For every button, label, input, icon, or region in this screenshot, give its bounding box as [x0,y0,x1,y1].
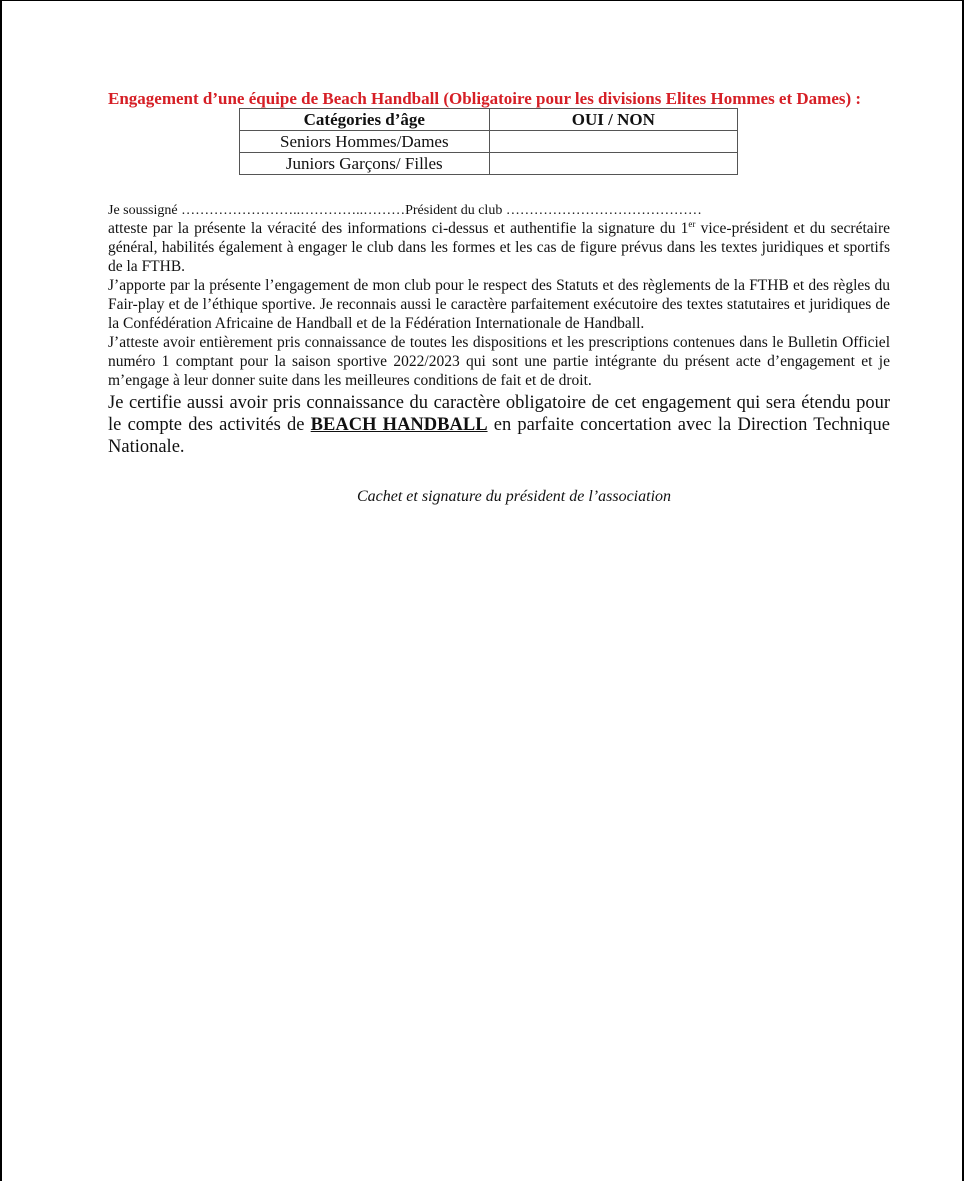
paragraph-commitment: J’apporte par la présente l’engagement de mon club pour le respect des Statuts et des règlements de la FTHB et des règles du Fair-play et de l’éthique sportive. Je reconnais aussi le caractère parfaitement exécutoire des textes statutaires et juridiques de la Confédération Africaine de Handball et de la Fédération Internationale de Handball. [108,277,890,332]
table-row [240,153,738,175]
row-value-juniors[interactable] [489,153,737,175]
beach-handball-emphasis: BEACH HANDBALL [310,415,488,435]
paragraph-bulletin: J’atteste avoir entièrement pris connaissance de toutes les dispositions et les prescriptions contenues dans le Bulletin Officiel numéro 1 comptant pour la saison sportive 2022/2023 qui sont une partie intégrante du présent acte d’engagement et je m’engage à leur donner suite dans les meilleures conditions de fait et de droit. [108,334,890,389]
paragraph-attestation [108,202,890,276]
table-header-row [240,109,738,131]
attestation-text-a: atteste par la présente la véracité des informations ci-dessus et authentifie la signature du 1 [108,220,689,237]
row-category-seniors: Seniors Hommes/Dames [240,131,490,153]
document-content [108,89,890,522]
header-age-category: Catégories d’âge [240,109,490,131]
attestation-text-b: vice-président et du secrétaire général, habilités également à engager le club dans les formes et les cas de figure prévus dans les textes juridiques et sportifs de la FTHB. [108,220,890,275]
row-category-juniors: Juniors Garçons/ Filles [240,153,490,175]
signature-caption: Cachet et signature du président de l’association [356,488,672,505]
row-value-seniors[interactable] [489,131,737,153]
section-heading: Engagement d’une équipe de Beach Handball (Obligatoire pour les divisions Elites Hommes et Dames) : [108,89,862,108]
signatory-line: Je soussigné ……………………..…………..………Président du club …………………………………… [108,203,702,218]
table-row [240,131,738,153]
header-yes-no: OUI / NON [489,109,737,131]
certification-text-b: en parfaite concertation avec la Direction Technique Nationale. [108,415,890,457]
superscript-er: er [688,218,696,229]
age-category-table [239,108,738,175]
certification-text-a: Je certifie aussi avoir pris connaissance du caractère obligatoire de cet engagement qui sera étendu pour le compte des activités de [108,393,890,435]
paragraph-certification [108,392,890,458]
